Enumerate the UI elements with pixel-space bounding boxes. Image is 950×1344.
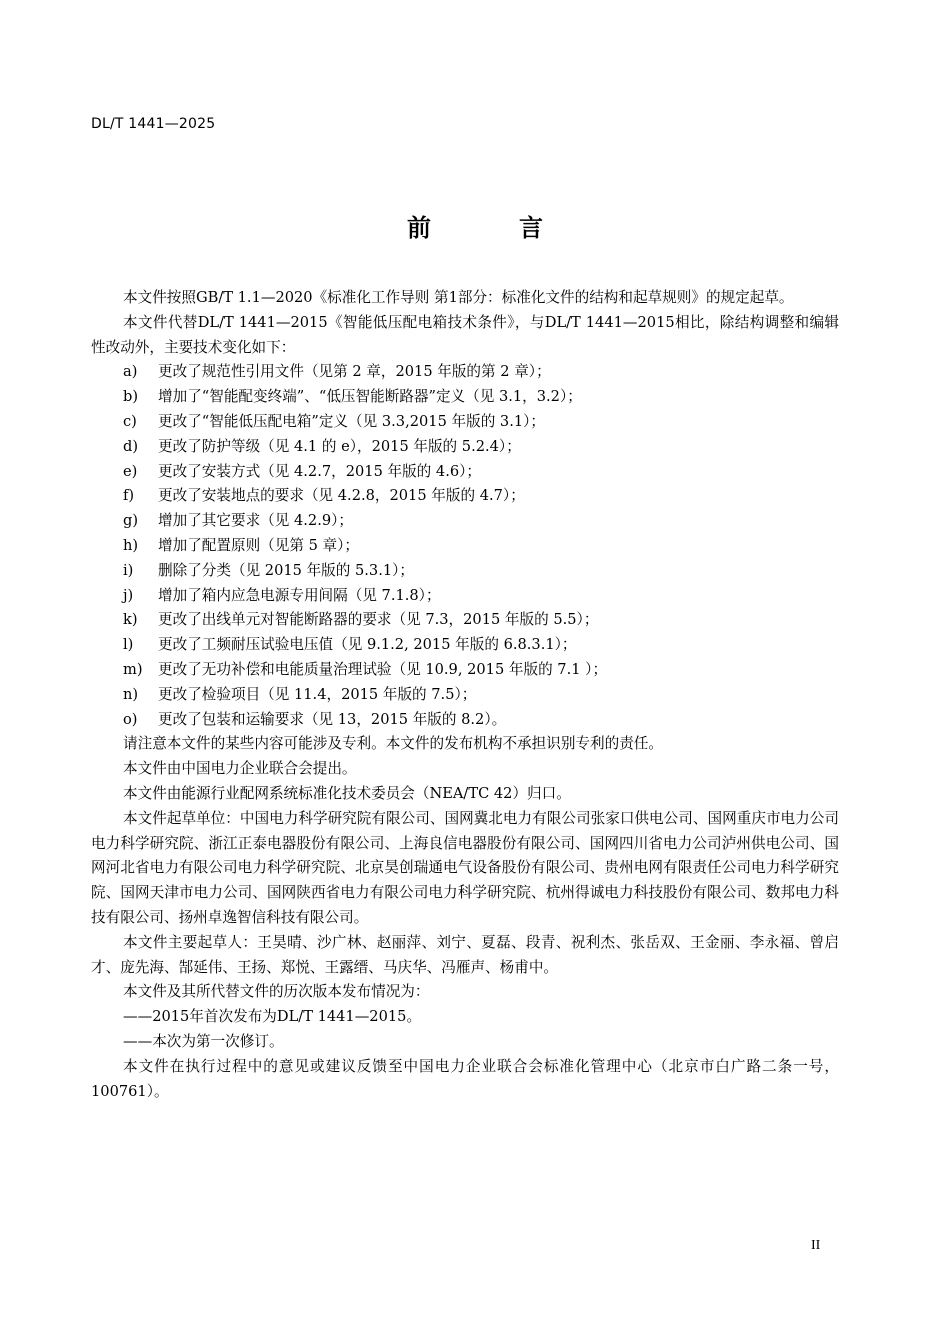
list-item-label: m) bbox=[123, 660, 143, 678]
list-item-text: 更改了无功补偿和电能质量治理试验（见 10.9, 2015 年版的 7.1 ）； bbox=[158, 660, 608, 678]
page-title: 前 言 bbox=[407, 214, 575, 242]
list-item-label: k) bbox=[123, 611, 138, 629]
list-item-text: 更改了“智能低压配电箱”定义（见 3.3,2015 年版的 3.1）； bbox=[158, 412, 546, 430]
list-item-text: 更改了包装和运输要求（见 13，2015 年版的 8.2）。 bbox=[158, 710, 507, 728]
document-code: DL/T 1441—2025 bbox=[91, 116, 216, 132]
paragraph: 本文件及其所代替文件的历次版本发布情况为： bbox=[123, 983, 430, 1001]
list-item-label: o) bbox=[123, 710, 138, 728]
paragraph: ——2015年首次发布为DL/T 1441—2015。 bbox=[123, 1008, 422, 1026]
list-item-text: 删除了分类（见 2015 年版的 5.3.1）； bbox=[158, 561, 415, 579]
list-item-text: 更改了工频耐压试验电压值（见 9.1.2, 2015 年版的 6.8.3.1）； bbox=[158, 636, 577, 654]
list-item-label: n) bbox=[123, 685, 139, 703]
foreword-body bbox=[91, 286, 839, 1104]
list-item-text: 更改了安装地点的要求（见 4.2.8，2015 年版的 4.7）； bbox=[158, 487, 525, 505]
list-item bbox=[91, 460, 839, 485]
paragraph: 本文件在执行过程中的意见或建议反馈至中国电力企业联合会标准化管理中心（北京市白广路二条一号，100761）。 bbox=[91, 1057, 839, 1100]
list-item-label: d) bbox=[123, 437, 139, 455]
page-number: II bbox=[811, 1238, 821, 1253]
paragraph: 本文件按照GB/T 1.1—2020《标准化工作导则 第1部分：标准化文件的结构和起草规则》的规定起草。 bbox=[123, 289, 794, 306]
list-item bbox=[91, 559, 839, 584]
list-item-text: 更改了安装方式（见 4.2.7，2015 年版的 4.6）； bbox=[158, 462, 482, 480]
list-item-label: c) bbox=[123, 412, 137, 430]
list-item bbox=[91, 584, 839, 609]
list-item-text: 更改了出线单元对智能断路器的要求（见 7.3，2015 年版的 5.5）； bbox=[158, 611, 599, 629]
list-item-text: 增加了配置原则（见第 5 章）； bbox=[158, 536, 359, 554]
list-item-label: g) bbox=[123, 512, 139, 530]
list-item bbox=[91, 410, 839, 435]
list-item bbox=[91, 484, 839, 509]
list-item bbox=[91, 385, 839, 410]
list-item-label: b) bbox=[123, 388, 139, 406]
list-item bbox=[91, 633, 839, 658]
list-item-text: 增加了箱内应急电源专用间隔（见 7.1.8）； bbox=[158, 586, 441, 604]
list-item-label: l) bbox=[123, 636, 134, 654]
list-item-text: 增加了其它要求（见 4.2.9）； bbox=[158, 512, 354, 530]
list-item-text: 增加了“智能配变终端”、“低压智能断路器”定义（见 3.1，3.2）； bbox=[158, 388, 582, 406]
paragraph: 请注意本文件的某些内容可能涉及专利。本文件的发布机构不承担识别专利的责任。 bbox=[123, 735, 663, 753]
list-item bbox=[91, 435, 839, 460]
list-item bbox=[91, 360, 839, 385]
list-item bbox=[91, 608, 839, 633]
paragraph: 本文件代替DL/T 1441—2015《智能低压配电箱技术条件》，与DL/T 1441—2015相比，除结构调整和编辑性改动外，主要技术变化如下： bbox=[91, 313, 839, 356]
paragraph: 本文件起草单位：中国电力科学研究院有限公司、国网冀北电力有限公司张家口供电公司、国网重庆市电力公司电力科学研究院、浙江正泰电器股份有限公司、上海良信电器股份有限公司、国网四川省电力公司泸州供电公司、国网河北省电力有限公司电力科学研究院、北京昊创瑞通电气设备股份有限公司、贵州电网有限责任公司电力科学研究院、国网天津市电力公司、国网陕西省电力有限公司电力科学研究院、杭州得诚电力科技股份有限公司、数邦电力科技有限公司、扬州卓逸智信科技有限公司。 bbox=[91, 809, 839, 926]
list-item bbox=[91, 658, 839, 683]
paragraph: 本文件由中国电力企业联合会提出。 bbox=[123, 760, 357, 778]
paragraph: ——本次为第一次修订。 bbox=[123, 1032, 284, 1050]
list-item-label: f) bbox=[123, 487, 135, 505]
list-item bbox=[91, 708, 839, 733]
list-item bbox=[91, 534, 839, 559]
list-item bbox=[91, 683, 839, 708]
list-item-label: a) bbox=[123, 363, 138, 381]
list-item-label: h) bbox=[123, 536, 139, 554]
list-item-text: 更改了规范性引用文件（见第 2 章，2015 年版的第 2 章）； bbox=[158, 363, 551, 381]
list-item-text: 更改了防护等级（见 4.1 的 e），2015 年版的 5.2.4）； bbox=[158, 437, 521, 455]
list-item bbox=[91, 509, 839, 534]
list-item-label: i) bbox=[123, 561, 134, 579]
list-item-text: 更改了检验项目（见 11.4，2015 年版的 7.5）； bbox=[158, 685, 477, 703]
list-item-label: e) bbox=[123, 462, 138, 480]
paragraph: 本文件主要起草人：王昊晴、沙广林、赵丽萍、刘宁、夏磊、段青、祝利杰、张岳双、王金丽、李永福、曾启才、庞先海、郜延伟、王扬、郑悦、王露缙、马庆华、冯雁声、杨甫中。 bbox=[91, 933, 839, 976]
list-item-label: j) bbox=[123, 586, 134, 604]
paragraph: 本文件由能源行业配网系统标准化技术委员会（NEA/TC 42）归口。 bbox=[123, 784, 571, 802]
